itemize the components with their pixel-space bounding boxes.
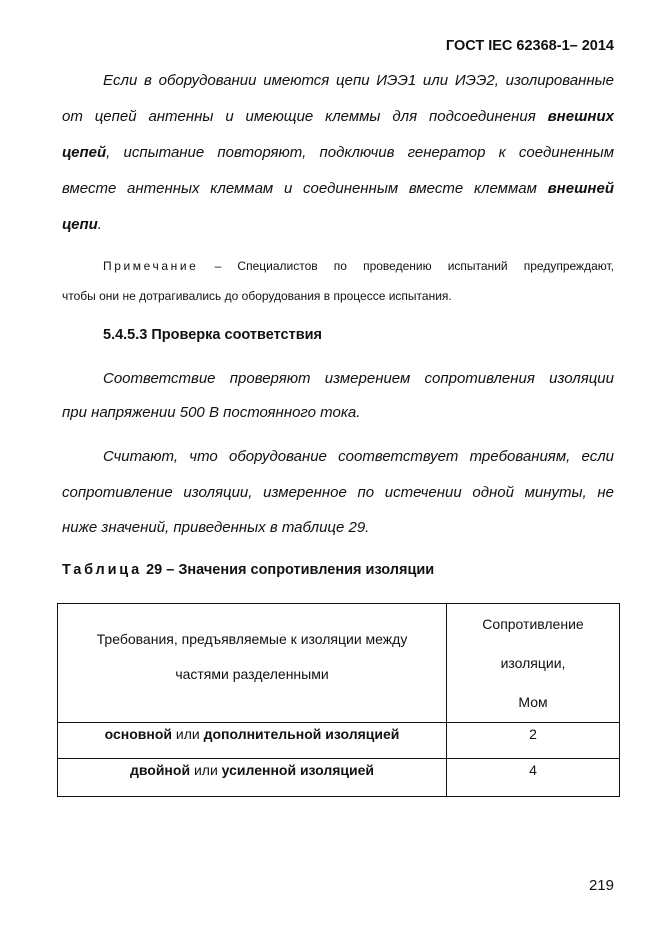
term-emphasis: цепей — [62, 144, 107, 161]
term-emphasis: внешней — [547, 180, 614, 197]
note-line: чтобы они не дотрагивались до оборудования в процессе испытания. — [62, 289, 452, 303]
term-emphasis: внешних — [547, 108, 614, 125]
header-text: Сопротивление — [482, 616, 584, 632]
cell-value: 2 — [529, 726, 537, 742]
text-run: вместе антенных клеммам и соединенным вместе клеммам — [62, 180, 537, 197]
header-cell-resistance — [447, 604, 620, 723]
table-cell-value — [447, 723, 620, 759]
table-caption — [62, 562, 434, 578]
text-run: . — [97, 216, 102, 233]
text-run: , испытание повторяют, подключив генератор к соединенным — [106, 144, 614, 161]
header-cell-requirements — [58, 604, 447, 723]
cell-value: 4 — [529, 762, 537, 778]
table-row — [58, 759, 620, 797]
table-caption-label: Таблица — [62, 562, 143, 578]
term-emphasis: дополнительной изоляцией — [203, 726, 400, 742]
paragraph-line: при напряжении 500 В постоянного тока. — [62, 404, 361, 421]
term-emphasis: цепи — [62, 216, 98, 233]
header-text: изоляции, — [500, 655, 566, 671]
paragraph-line — [62, 144, 614, 161]
header-text: Требования, предъявляемые к изоляции между — [96, 631, 408, 647]
insulation-resistance-table — [57, 603, 620, 797]
paragraph-line: Если в оборудовании имеются цепи ИЭЭ1 или ИЭЭ2, изолированные — [103, 72, 614, 89]
table-cell-value — [447, 759, 620, 797]
paragraph-line: сопротивление изоляции, измеренное по истечении одной минуты, не — [62, 484, 614, 501]
note-label: Примечание — [103, 259, 199, 273]
header-text: Мом — [518, 694, 548, 710]
page-number: 219 — [588, 877, 614, 894]
paragraph-line: ниже значений, приведенных в таблице 29. — [62, 519, 370, 536]
table-cell-insulation — [58, 723, 447, 759]
text-run: от цепей антенны и имеющие клеммы для подсоединения — [62, 108, 536, 125]
term-emphasis: усиленной изоляцией — [221, 762, 375, 778]
note-text: – Специалистов по проведению испытаний предупреждают, — [214, 259, 614, 273]
document-code: ГОСТ IEC 62368-1– 2014 — [445, 38, 614, 54]
paragraph-line — [62, 216, 614, 233]
paragraph-line — [62, 108, 614, 125]
section-heading: 5.4.5.3 Проверка соответствия — [103, 327, 322, 343]
paragraph-line — [62, 180, 614, 197]
term-emphasis: двойной — [129, 762, 191, 778]
note-line — [103, 259, 614, 273]
table-row — [58, 723, 620, 759]
paragraph-line: Соответствие проверяют измерением сопротивления изоляции — [103, 370, 614, 387]
table-header-row — [58, 604, 620, 723]
text-run: или — [172, 726, 204, 742]
paragraph-line: Считают, что оборудование соответствует требованиям, если — [103, 448, 614, 465]
header-text: частями разделенными — [175, 666, 329, 682]
term-emphasis: основной — [104, 726, 172, 742]
text-run: или — [190, 762, 222, 778]
table-caption-text: 29 – Значения сопротивления изоляции — [142, 562, 435, 578]
table-cell-insulation — [58, 759, 447, 797]
